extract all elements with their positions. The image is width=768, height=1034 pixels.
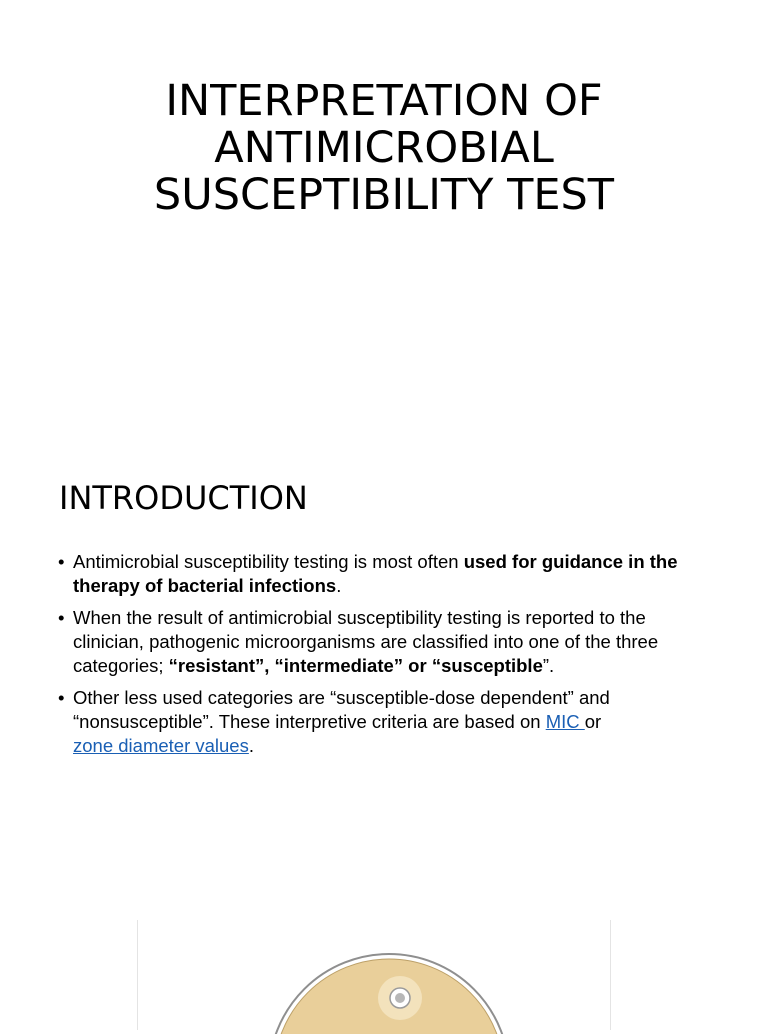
mic-link[interactable]: MIC <box>545 711 585 732</box>
bullet-item <box>58 606 718 678</box>
petri-dish-illustration <box>270 944 510 1034</box>
bullet-text: When the result of antimicrobial susceptibility testing is reported to the clinician, pathogenic microorganisms are classified into one of the three categories; <box>73 607 659 676</box>
bullet-text: Other less used categories are “susceptible-dose dependent” and “nonsusceptible”. These interpretive criteria are based on <box>73 687 610 732</box>
image-frame-left-border <box>137 920 138 1030</box>
bullet-text-end: . <box>248 735 254 756</box>
bullet-text-mid: or <box>584 711 602 732</box>
disk-center <box>395 993 405 1003</box>
image-slide <box>0 864 768 1024</box>
title-slide <box>0 0 768 432</box>
bullet-text-end: . <box>336 575 342 596</box>
title-line-2: ANTIMICROBIAL <box>214 123 554 173</box>
title-line-3: SUSCEPTIBILITY TEST <box>153 170 615 220</box>
title-line-1: INTERPRETATION OF <box>165 76 603 126</box>
bullet-bold-text: used for guidance in the therapy of bacterial infections <box>73 551 678 596</box>
bullet-bold-text: “resistant”, “intermediate” or “susceptible <box>168 655 543 676</box>
bullet-text: Antimicrobial susceptibility testing is most often <box>73 551 464 572</box>
zone-diameter-link[interactable]: zone diameter values <box>73 735 249 756</box>
slide-title <box>60 78 708 219</box>
bullet-item <box>58 686 718 758</box>
introduction-slide <box>0 432 768 864</box>
bullet-text-end: ”. <box>542 655 555 676</box>
section-heading: INTRODUCTION <box>59 479 308 517</box>
image-frame-right-border <box>610 920 611 1030</box>
bullet-item <box>58 550 718 598</box>
bullet-list <box>58 550 718 766</box>
